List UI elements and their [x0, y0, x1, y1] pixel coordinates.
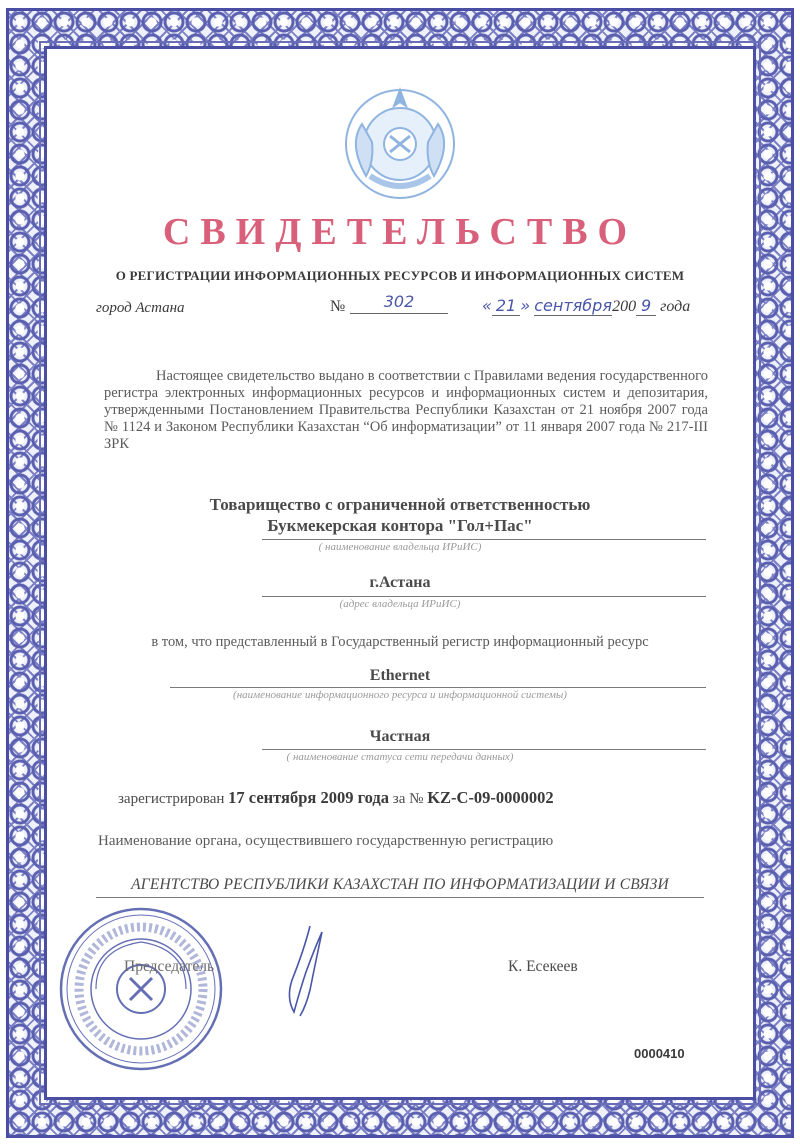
- chairman-label: Председатель: [124, 958, 215, 975]
- date-open-quote: «: [482, 296, 492, 315]
- date-close-quote: »: [520, 296, 531, 315]
- resource-hint: (наименование информационного ресурса и информационной системы): [233, 689, 567, 701]
- resource-name: Ethernet: [369, 667, 431, 684]
- serial-number: 0000410: [634, 1046, 685, 1061]
- date-day: 21: [492, 296, 520, 316]
- network-status: Частная: [369, 728, 431, 745]
- owner-hint: ( наименование владельца ИРиИС): [318, 541, 482, 553]
- organization-label: Наименование органа, осуществившего государственную регистрацию: [98, 833, 554, 849]
- certificate-title: СВИДЕТЕЛЬСТВО: [162, 211, 638, 253]
- owner-name: [0, 494, 800, 536]
- address-underline: [262, 596, 706, 597]
- status-underline: [262, 749, 706, 750]
- organization-underline: [96, 897, 704, 898]
- registered-mid: за №: [392, 791, 424, 807]
- state-emblem-icon: [340, 84, 460, 204]
- date-year-suffix: года: [660, 298, 691, 315]
- owner-underline: [262, 539, 706, 540]
- date-year-digit: 9: [636, 296, 656, 316]
- official-seal-icon: [56, 904, 226, 1074]
- registered-prefix: зарегистрирован: [118, 791, 225, 807]
- date-month: сентября: [534, 296, 612, 315]
- certificate-subtitle: О РЕГИСТРАЦИИ ИНФОРМАЦИОННЫХ РЕСУРСОВ И ИНФОРМАЦИОННЫХ СИСТЕМ: [115, 268, 685, 283]
- resource-intro: в том, что представленный в Государственный регистр информационный ресурс: [151, 634, 649, 650]
- city-label: город Астана: [96, 300, 185, 316]
- number-label: №: [330, 298, 346, 315]
- legal-basis-paragraph: Настоящее свидетельство выдано в соответствии с Правилами ведения государственного регистра электронных информационных ресурсов и информационных систем и депозитария, утвержденными Постановлением Правительства Республики Казахстан от 21 ноября 2007 года № 1124 и Законом Республики Казахстан “Об информатизации” от 11 января 2007 года № 217-III ЗРК: [104, 368, 708, 452]
- issue-date: [482, 296, 690, 316]
- certificate-number: 302: [350, 292, 448, 314]
- date-year-prefix: 200: [612, 298, 637, 315]
- registered-date: 17 сентября 2009 года: [228, 788, 390, 807]
- resource-underline: [170, 687, 706, 688]
- organization-name: АГЕНТСТВО РЕСПУБЛИКИ КАЗАХСТАН ПО ИНФОРМАТИЗАЦИИ И СВЯЗИ: [131, 876, 669, 893]
- registration-number: KZ-C-09-0000002: [427, 788, 554, 807]
- owner-address: г.Астана: [369, 574, 431, 591]
- address-hint: (адрес владельца ИРиИС): [339, 598, 461, 610]
- signer-name: К. Есекеев: [508, 958, 578, 975]
- owner-name-line1: Товарищество с ограниченной ответственностью: [209, 495, 591, 514]
- status-hint: ( наименование статуса сети передачи данных): [286, 751, 514, 763]
- signature-icon: [270, 920, 340, 1020]
- registration-line: [118, 788, 554, 808]
- owner-name-line2: Букмекерская контора "Гол+Пас": [267, 516, 533, 535]
